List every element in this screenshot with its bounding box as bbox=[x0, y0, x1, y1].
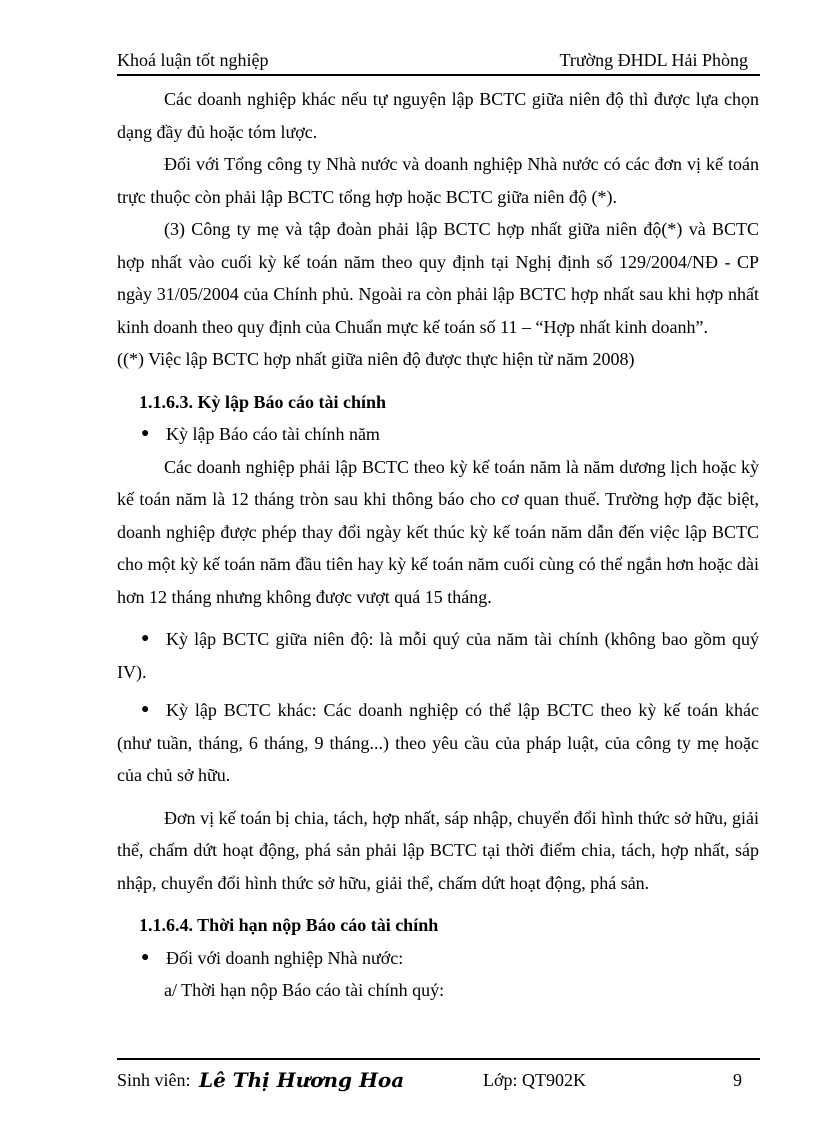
paragraph-state-corporations: Đối với Tổng công ty Nhà nước và doanh nghiệp Nhà nước có các đơn vị kế toán trực thuộc còn phải lập BCTC tổng hợp hoặc BCTC giữa niên độ (*). bbox=[117, 154, 759, 207]
header-university: Trường ĐHDL Hải Phòng bbox=[559, 50, 748, 70]
header-thesis-title: Khoá luận tốt nghiệp bbox=[117, 50, 269, 70]
section-heading-reporting-period: 1.1.6.3. Kỳ lập Báo cáo tài chính bbox=[139, 391, 387, 412]
paragraph-parent-company: (3) Công ty mẹ và tập đoàn phải lập BCTC hợp nhất giữa niên độ(*) và BCTC hợp nhất vào cuối kỳ kế toán năm theo quy định tại Nghị định số 129/2004/NĐ - CP ngày 31/05/2004 của Chính phủ. Ngoài ra còn phải lập BCTC hợp nhất sau khi hợp nhất kinh doanh theo quy định của Chuẩn mực kế toán số 11 – “Hợp nhất kinh doanh”. bbox=[117, 219, 759, 337]
paragraph-quarterly-deadline: a/ Thời hạn nộp Báo cáo tài chính quý: bbox=[164, 980, 445, 1000]
paragraph-optional-interim: Các doanh nghiệp khác nếu tự nguyện lập BCTC giữa niên độ thì được lựa chọn dạng đầy đủ hoặc tóm lược. bbox=[117, 89, 759, 142]
bullet-other-period bbox=[117, 694, 759, 792]
bullet-interim-period bbox=[117, 623, 759, 688]
paragraph-restructuring: Đơn vị kế toán bị chia, tách, hợp nhất, sáp nhập, chuyển đổi hình thức sở hữu, giải thể, chấm dứt hoạt động, phá sản phải lập BCTC tại thời điểm chia, tách, hợp nhất, sáp nhập, chuyển đổi hình thức sở hữu, giải thể, chấm dứt hoạt động, phá sản. bbox=[117, 807, 759, 893]
footer-student-label: Sinh viên: bbox=[117, 1070, 191, 1090]
bullet-icon: ● bbox=[141, 702, 150, 717]
bullet-text: Kỳ lập BCTC giữa niên độ: là mỗi quý của năm tài chính (không bao gồm quý IV). bbox=[117, 629, 759, 682]
page-header bbox=[117, 46, 760, 76]
bullet-state-enterprise bbox=[117, 942, 759, 975]
paragraph-note: ((*) Việc lập BCTC hợp nhất giữa niên độ được thực hiện từ năm 2008) bbox=[117, 349, 635, 369]
bullet-icon: ● bbox=[141, 426, 150, 441]
footer-class: Lớp: QT902K bbox=[483, 1070, 587, 1090]
footer-student-name: Lê Thị Hương Hoa bbox=[199, 1068, 405, 1092]
bullet-annual-period bbox=[117, 418, 759, 451]
bullet-icon: ● bbox=[141, 631, 150, 646]
page-number: 9 bbox=[733, 1070, 742, 1090]
page-footer bbox=[117, 1058, 760, 1100]
bullet-text: Đối với doanh nghiệp Nhà nước: bbox=[166, 947, 404, 968]
bullet-icon: ● bbox=[141, 949, 150, 965]
bullet-text: Kỳ lập Báo cáo tài chính năm bbox=[166, 424, 380, 444]
page-body bbox=[117, 83, 759, 1007]
section-heading-deadline: 1.1.6.4. Thời hạn nộp Báo cáo tài chính bbox=[139, 915, 439, 935]
bullet-text: Kỳ lập BCTC khác: Các doanh nghiệp có thể lập BCTC theo kỳ kế toán khác (như tuần, tháng, 6 tháng, 9 tháng...) theo yêu cầu của pháp luật, của công ty mẹ hoặc của chủ sở hữu. bbox=[117, 700, 759, 785]
paragraph-annual-period: Các doanh nghiệp phải lập BCTC theo kỳ kế toán năm là năm dương lịch hoặc kỳ kế toán năm là 12 tháng tròn sau khi thông báo cho cơ quan thuế. Trường hợp đặc biệt, doanh nghiệp được phép thay đổi ngày kết thúc kỳ kế toán năm dẫn đến việc lập BCTC cho một kỳ kế toán năm đầu tiên hay kỳ kế toán năm cuối cùng có thể ngắn hơn hoặc dài hơn 12 tháng nhưng không được vượt quá 15 tháng. bbox=[117, 456, 759, 607]
